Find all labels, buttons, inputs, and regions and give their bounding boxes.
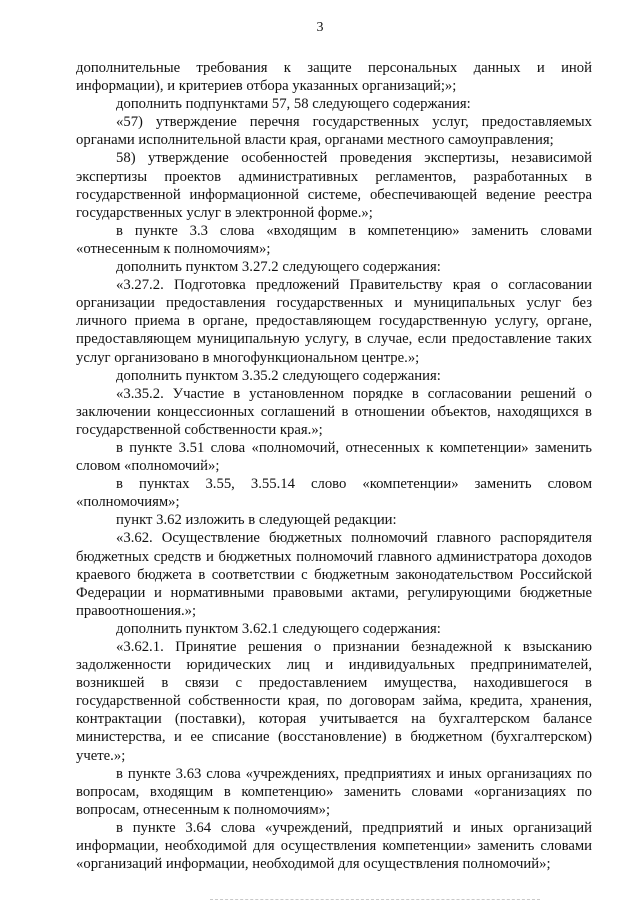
paragraph: в пункте 3.51 слова «полномочий, отнесенных к компетенции» заменить словом «полномочий»;	[76, 439, 592, 475]
paragraph: дополнить пунктом 3.27.2 следующего содержания:	[116, 259, 441, 276]
document-body	[76, 59, 592, 873]
paragraph: дополнить пунктом 3.35.2 следующего содержания:	[116, 367, 441, 384]
paragraph: дополнительные требования к защите персональных данных и иной информации), и критериев отбора указанных организаций;»;	[76, 60, 592, 95]
paragraph: «57) утверждение перечня государственных услуг, предоставляемых органами исполнительной власти края, органами местного самоуправления;	[76, 114, 592, 149]
paragraph: «3.62.1. Принятие решения о признании безнадежной к взысканию задолженности юридических лиц и индивидуальных предпринимателей, возникшей в связи с предоставлением имущества, находившегося в государственной собственности края, по договорам займа, кредита, хранения, контрактации (поставки), которая учитывается на бухгалтерском балансе министерства, и ее списание (восстановление) в бюджетном (бухгалтерском) учете.»;	[76, 639, 592, 764]
paragraph: дополнить подпунктами 57, 58 следующего содержания:	[116, 96, 471, 113]
paragraph: 58) утверждение особенностей проведения экспертизы, независимой экспертизы проектов административных регламентов, разработанных в государственной информационной системе, обеспечивающей ведение реестра государственных услуг в электронной форме.»;	[76, 150, 592, 221]
paragraph: пункт 3.62 изложить в следующей редакции:	[116, 512, 397, 529]
paragraph: «3.62. Осуществление бюджетных полномочий главного распорядителя бюджетных средств и бюджетных полномочий главного администратора доходов краевого бюджета в соответствии с бюджетным законодательством Российской Федерации и нормативными правовыми актами, регулирующими бюджетные правоотношения.»;	[76, 530, 592, 619]
paragraph: «3.27.2. Подготовка предложений Правительству края о согласовании организации предоставления государственных и муниципальных услуг без личного приема в органе, предоставляющем государственную услугу, органе, предоставляющем муниципальную услугу, в случае, если предоставление таких услуг организовано в многофункциональном центре.»;	[76, 277, 592, 366]
paragraph: дополнить пунктом 3.62.1 следующего содержания:	[116, 620, 441, 637]
paragraph: в пункте 3.64 слова «учреждений, предприятий и иных организаций информации, необходимой для осуществления компетенции» заменить словами «организаций информации, необходимой для осуществления полномочий»;	[76, 819, 592, 873]
paragraph: в пунктах 3.55, 3.55.14 слово «компетенции» заменить словом «полномочиям»;	[76, 476, 592, 511]
paragraph: в пункте 3.3 слова «входящим в компетенцию» заменить словами «отнесенным к полномочиям»;	[76, 222, 592, 257]
paragraph: в пункте 3.63 слова «учреждениях, предприятиях и иных организациях по вопросам, входящим в компетенцию» заменить словами «организациях по вопросам, отнесенным к полномочиям»;	[76, 765, 592, 818]
page-number: 3	[316, 20, 324, 35]
scan-edge-divider	[210, 899, 540, 902]
paragraph: «3.35.2. Участие в установленном порядке в согласовании решений о заключении концессионных соглашений в отношении объектов, находящихся в государственной собственности края.»;	[76, 385, 592, 438]
